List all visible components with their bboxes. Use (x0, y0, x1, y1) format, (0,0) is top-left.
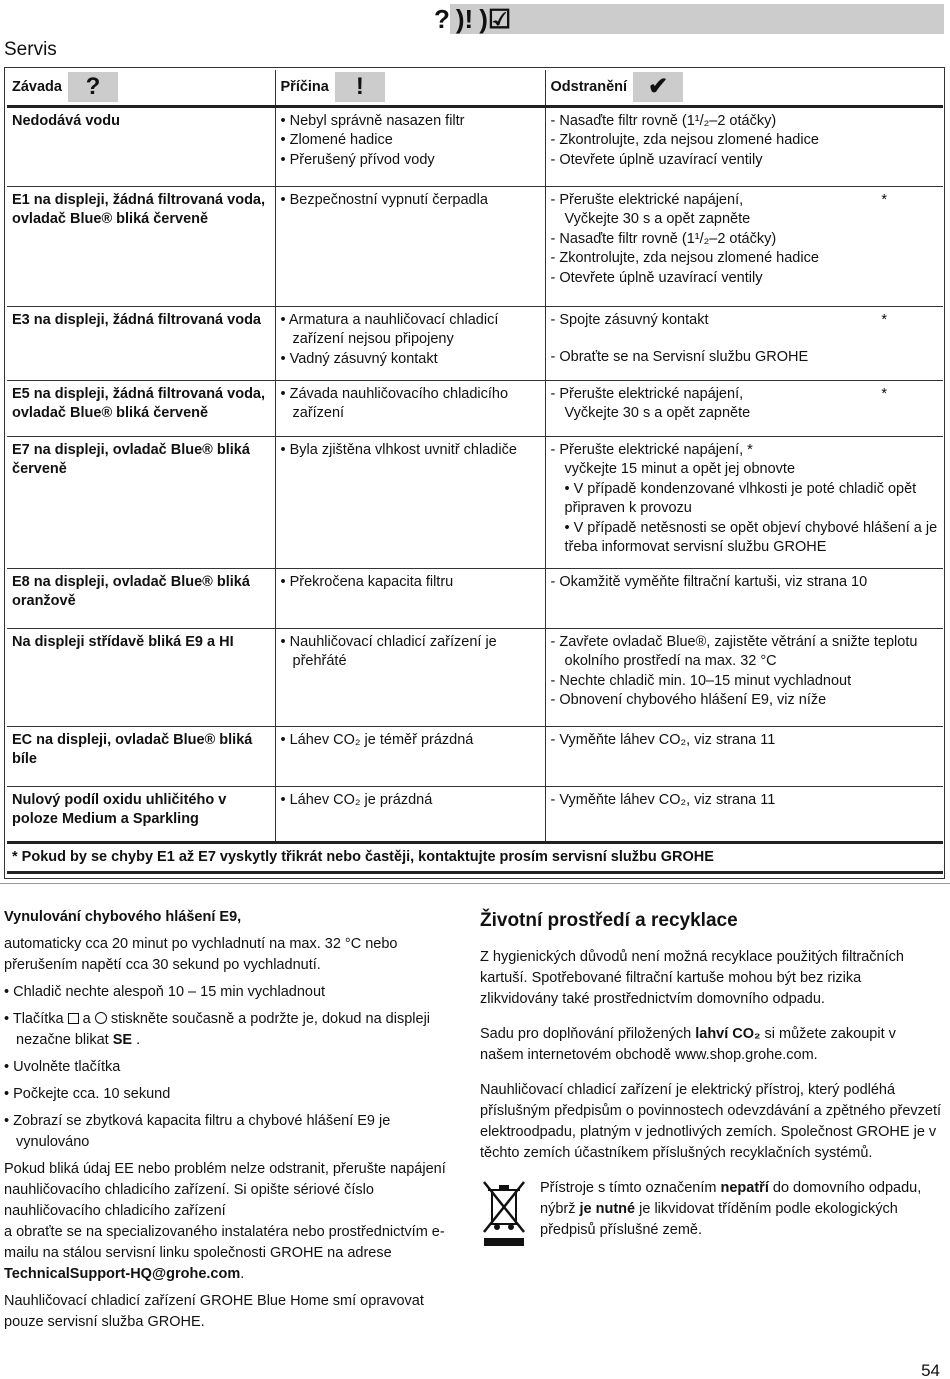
table-row: EC na displeji, ovladač Blue® bliká bíle • Láhev CO₂ je téměř prázdná - Vyměňte láhev CO₂, viz strana 11 (7, 726, 943, 786)
table-row: E5 na displeji, žádná filtrovaná voda, ovladač Blue® bliká červeně • Závada nauhličovacího chladicího zařízení * - Přerušte elektrické napájení, Vyčkejte 30 s a opět zapněte (7, 380, 943, 436)
page-number: 54 (921, 1361, 940, 1379)
table-row: E1 na displeji, žádná filtrovaná voda, ovladač Blue® bliká červeně • Bezpečnostní vypnutí čerpadla * - Přerušte elektrické napájení, Vyčkejte 30 s a opět zapněte - Nasaďte filtr rovně (1¹/₂–2 otáčky) - Zkontrolujte, zda nejsou zlomené hadice - Otevřete úplně uzavírací ventily (7, 186, 943, 306)
question-icon: ? (68, 72, 118, 102)
check-icon: ✔ (633, 72, 683, 102)
circle-button-icon (95, 1012, 107, 1024)
check-icon: )☑ (479, 4, 512, 34)
weee-bin-icon (480, 1178, 528, 1248)
reset-para1: Pokud bliká údaj EE nebo problém nelze odstranit, přerušte napájení nauhličovacího chladicího zařízení. Si opište sériové číslo nauhličovacího chladicího zařízení (4, 1161, 446, 1220)
question-icon: ? (434, 4, 450, 34)
list-item: • Počkejte cca. 10 sekund (4, 1084, 464, 1105)
column-header-fault: Závada ? (7, 70, 275, 106)
reset-para3: Nauhličovací chladicí zařízení GROHE Blue Home smí opravovat pouze servisní služba GROHE. (4, 1293, 424, 1331)
column-header-cause: Příčina ! (275, 70, 545, 106)
support-email[interactable]: TechnicalSupport-HQ@grohe.com (4, 1266, 241, 1283)
header-bar (434, 4, 944, 34)
table-row: E8 na displeji, ovladač Blue® bliká oranžově • Překročena kapacita filtru - Okamžitě vyměňte filtrační kartuši, viz strana 10 (7, 568, 943, 628)
table-row: Nedodává vodu • Nebyl správně nasazen filtr • Zlomené hadice • Přerušený přívod vody - Nasaďte filtr rovně (1¹/₂–2 otáčky) - Zkontrolujte, zda nejsou zlomené hadice - Otevřete úplně uzavírací ventily (7, 106, 943, 186)
divider (0, 883, 950, 884)
column-header-fix: Odstranění ✔ (545, 70, 943, 106)
list-item: • Uvolněte tlačítka (4, 1057, 464, 1078)
table-footnote: * Pokud by se chyby E1 až E7 vyskytly třikrát nebo častěji, kontaktujte prosím servisní službu GROHE (7, 842, 943, 873)
exclamation-icon: )! (455, 4, 474, 34)
square-button-icon (68, 1013, 79, 1024)
troubleshooting-table (4, 67, 945, 879)
environment-heading: Životní prostředí a recyklace (480, 910, 738, 931)
reset-intro: automaticky cca 20 minut po vychladnutí na max. 32 °C nebo přerušením napětí cca 30 sekund po vychladnutí. (4, 936, 398, 974)
reset-section: Vynulování chybového hlášení E9, automaticky cca 20 minut po vychladnutí na max. 32 °C nebo přerušením napětí cca 30 sekund po vychladnutí. • Chladič nechte alespoň 10 – 15 min vychladnout • Tlačítka a stiskněte současně a podržte je, dokud na displeji nezačne blikat SE . • Uvolněte tlačítka • Počkejte cca. 10 sekund • Zobrazí se zbytková kapacita filtru a chybové hlášení E9 je vynulováno Pokud bliká údaj EE nebo problém nelze odstranit, přerušte napájení nauhličovacího chladicího zařízení. Si opište sériové číslo nauhličovacího chladicího zařízení a obraťte se na specializovaného instalatéra nebo prostřednictvím e-mailu na stálou servisní linku společnosti GROHE na adrese TechnicalSupport-HQ@grohe.com. Nauhličovací chladicí zařízení GROHE Blue Home smí opravovat pouze servisní služba GROHE. (4, 907, 464, 1339)
list-item: • Zobrazí se zbytková kapacita filtru a chybové hlášení E9 je vynulováno (4, 1111, 464, 1153)
list-item: • Tlačítka a stiskněte současně a podržte je, dokud na displeji nezačne blikat SE . (4, 1009, 464, 1051)
reset-heading: Vynulování chybového hlášení E9, (4, 909, 242, 925)
environment-section: Životní prostředí a recyklace Z hygienických důvodů není možná recyklace použitých filtračních kartuší. Spotřebované filtrační kartuše mohou být bez rizika zlikvidovány také prostřednictvím domovního odpadu. Sadu pro doplňování přiložených lahví CO₂ si můžete zakoupit v našem internetovém obchodě www.shop.grohe.com. Nauhličovací chladicí zařízení je elektrický přístroj, který podléhá příslušným předpisům o povinnostech odevzdávání a zpětného převzetí elektroodpadu, platným v jednotlivých zemích. Společnost GROHE je v těchto zemích účastníkem příslušných recyklačních systémů. Přístroje s tímto označením nepatří do domovního odpadu, nýbrž je nutné je likvidovat tříděním podle ekologických předpisů příslušné země. (480, 907, 942, 1248)
weee-notice: Přístroje s tímto označením nepatří do domovního odpadu, nýbrž je nutné je likvidovat tříděním podle ekologických předpisů příslušné země. (480, 1178, 942, 1248)
table-row: E7 na displeji, ovladač Blue® bliká červeně • Byla zjištěna vlhkost uvnitř chladiče - Přerušte elektrické napájení, * vyčkejte 15 minut a opět jej obnovte • V případě kondenzované vlhkosti je poté chladič opět připraven k provozu • V případě netěsnosti se opět objeví chybové hlášení a je třeba informovat servisní službu GROHE (7, 436, 943, 568)
page-title: Servis (4, 39, 57, 60)
list-item: • Chladič nechte alespoň 10 – 15 min vychladnout (4, 982, 464, 1003)
table-row: Na displeji střídavě bliká E9 a HI • Nauhličovací chladicí zařízení je přehřáté - Zavřete ovladač Blue®, zajistěte větrání a snižte teplotu okolního prostředí na max. 32 °C - Nechte chladič min. 10–15 minut vychladnout - Obnovení chybového hlášení E9, viz níže (7, 628, 943, 726)
table-row: E3 na displeji, žádná filtrovaná voda • Armatura a nauhličovací chladicí zařízení nejsou připojeny • Vadný zásuvný kontakt * - Spojte zásuvný kontakt - Obraťte se na Servisní službu GROHE (7, 306, 943, 380)
table-row: Nulový podíl oxidu uhličitého v poloze Medium a Sparkling • Láhev CO₂ je prázdná - Vyměňte láhev CO₂, viz strana 11 (7, 786, 943, 842)
exclamation-icon: ! (335, 72, 385, 102)
